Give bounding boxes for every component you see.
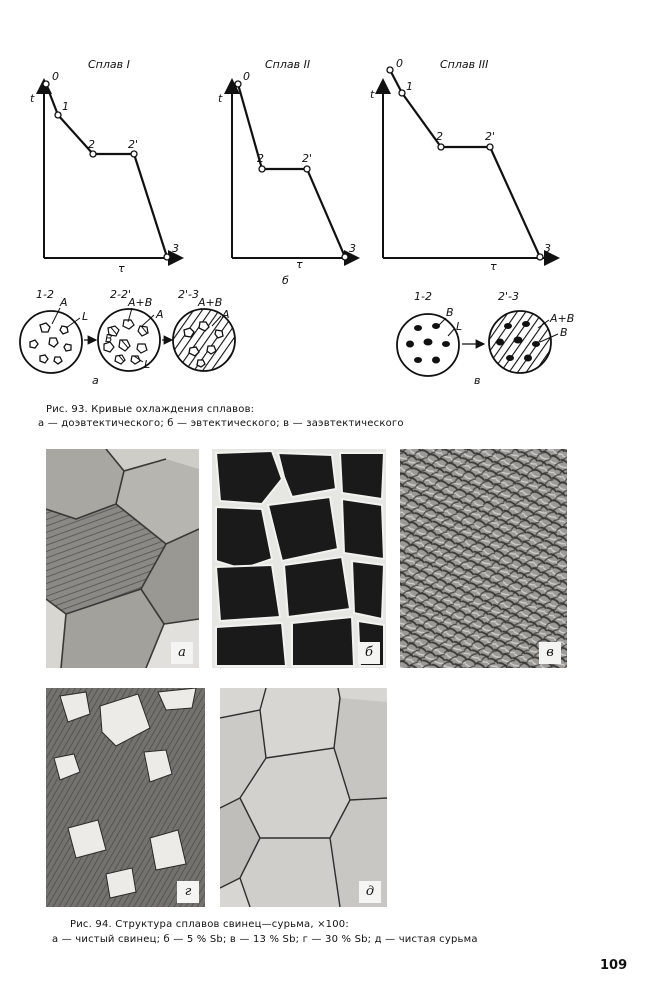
chart-1-point-2p [131,151,137,157]
chart-1-point-label-1: 1 [62,100,69,113]
chart-2-point-2p [304,166,310,172]
stage-label-a-2: 2-2' [110,288,131,301]
chart-2-title: Сплав II [265,58,311,71]
chart-3-point-3 [537,254,543,260]
cooling-chart-alloy-3 [370,57,558,273]
label-v-B2: B [560,326,568,339]
chart-2-curve [238,84,345,257]
label-a-A3: A [222,308,230,321]
chart-3-point-label-2p: 2' [485,130,496,143]
structures-hypereutectic [397,290,574,387]
chart-3-curve [390,70,540,257]
micrograph-a-label: а [171,642,193,664]
label-v-L: L [456,320,463,333]
chart-1-xlabel: τ [118,262,125,275]
label-v-AB: A+B [550,312,575,325]
micrograph-v [400,449,567,668]
fig94-caption-subtitle: а — чистый свинец; б — 5 % Sb; в — 13 % Sb; г — 30 % Sb; д — чистая сурьма [52,934,478,945]
stage-label-v-2: 2'-3 [498,290,519,303]
chart-2-point-label-2: 2 [257,152,264,165]
chart-1-point-label-2p: 2' [128,138,139,151]
chart-3-point-label-0: 0 [396,57,403,70]
chart-1-point-2 [90,151,96,157]
structures-hypoeutectic [20,288,235,387]
chart-1-point-0 [43,81,49,87]
chart-1-point-label-2: 2 [88,138,95,151]
chart-3-point-2p [487,144,493,150]
label-a-L2: L [144,358,151,371]
chart-1-title: Сплав I [88,58,130,71]
chart-3-point-label-3: 3 [544,242,551,255]
label-a-AB: A+B [128,296,153,309]
fig93-caption-title: Рис. 93. Кривые охлаждения сплавов: [46,404,255,415]
page-number: 109 [600,958,628,973]
chart-3-point-1 [399,90,405,96]
stage-label-a-3: 2'-3 [178,288,199,301]
chart-3-xlabel: τ [490,260,497,273]
chart-2-xlabel: τ [296,258,303,271]
stage-label-a-1: 1-2 [36,288,54,301]
label-a-A1: A [60,296,68,309]
label-v-B1: B [446,306,454,319]
fig94-caption-title: Рис. 94. Структура сплавов свинец—сурьма, ×100: [70,919,349,930]
chart-1-point-1 [55,112,61,118]
label-a-A2: A [156,308,164,321]
label-a-B: B [105,332,113,345]
chart-2-ylabel: t [218,92,223,105]
micrograph-b [212,449,386,668]
chart-3-point-label-2: 2 [436,130,443,143]
chart-2-point-3 [342,254,348,260]
chart-1-point-label-3: 3 [172,242,179,255]
micrograph-g [46,688,205,907]
label-a-AB2: A+B [198,296,223,309]
stage-label-v-1: 1-2 [414,290,432,303]
chart-3-point-0 [387,67,393,73]
micrograph-g-label: г [177,881,199,903]
panel-letter-b: б [282,274,289,287]
fig93-drawing [0,0,650,400]
chart-1-ylabel: t [30,92,35,105]
chart-3-point-2 [438,144,444,150]
panel-letter-a: а [92,374,99,387]
micrograph-a [46,449,199,668]
chart-2-point-label-2p: 2' [302,152,313,165]
label-a-L1: L [82,310,89,323]
chart-2-point-label-0: 0 [243,70,250,83]
chart-3-point-label-1: 1 [406,80,413,93]
chart-2-point-2 [259,166,265,172]
cooling-chart-alloy-1 [30,58,182,275]
micrograph-v-label: в [539,642,561,664]
micrograph-b-label: б [358,642,380,664]
panel-letter-v: в [474,374,481,387]
chart-2-point-0 [235,81,241,87]
chart-3-ylabel: t [370,88,375,101]
cooling-chart-alloy-2 [218,58,358,271]
fig93-caption-subtitle: а — доэвтектического; б — эвтектического; в — заэвтектического [38,418,404,429]
micrograph-d [220,688,387,907]
chart-3-title: Сплав III [440,58,489,71]
chart-1-point-label-0: 0 [52,70,59,83]
chart-2-point-label-3: 3 [349,242,356,255]
chart-1-point-3 [164,254,170,260]
micrograph-d-label: д [359,881,381,903]
